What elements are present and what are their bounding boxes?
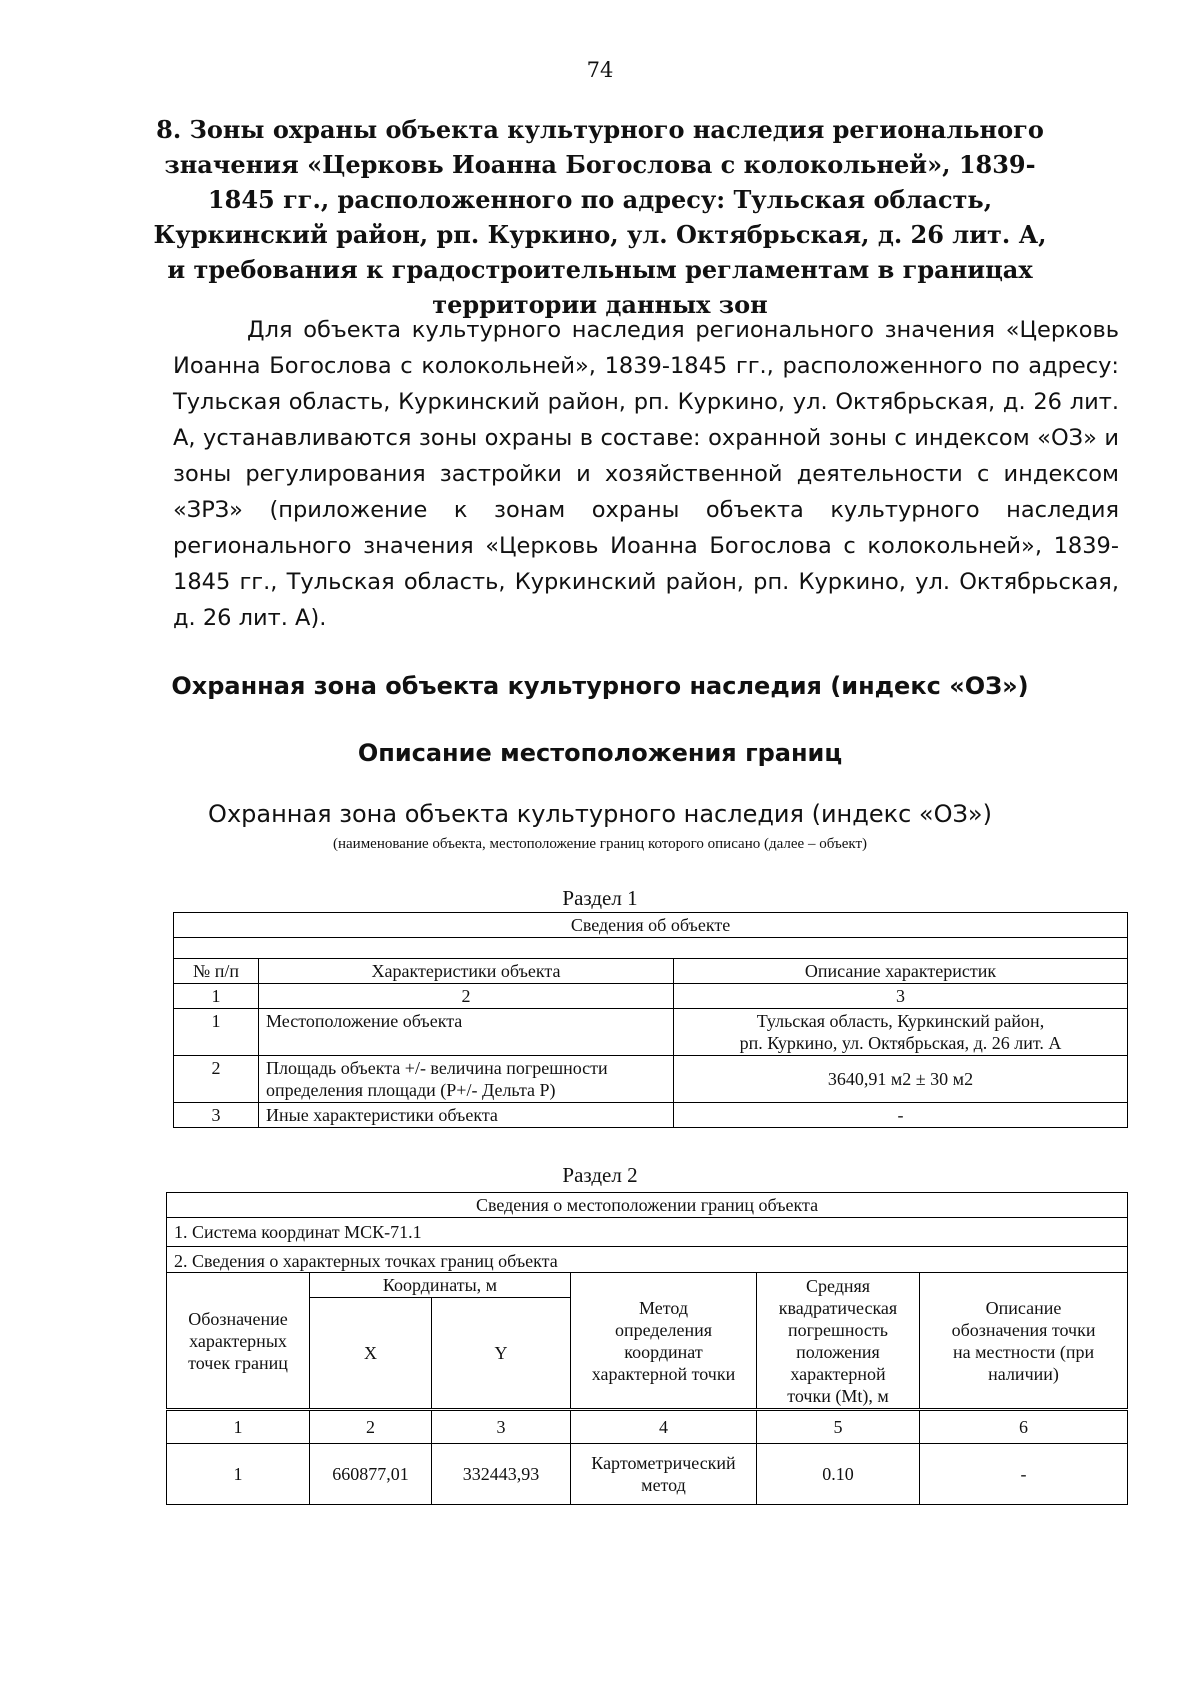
table-numbering-row xyxy=(167,1410,1128,1444)
boundary-points-table xyxy=(166,1192,1128,1505)
header-y: Y xyxy=(432,1298,571,1410)
object-info-table xyxy=(173,912,1128,1128)
row-characteristic: Иные характеристики объекта xyxy=(259,1103,674,1128)
object-name-note: (наименование объекта, местоположение границ которого описано (далее – объект) xyxy=(332,836,868,852)
points-title-row xyxy=(167,1247,1128,1273)
header-line: обозначения точки xyxy=(951,1319,1096,1340)
row-number: 2 xyxy=(174,1056,259,1103)
point-error: 0.10 xyxy=(757,1444,920,1505)
table-row xyxy=(174,1009,1128,1056)
characteristic-line: Площадь объекта +/- величина погрешности xyxy=(266,1058,608,1078)
boundary-description-subheading: Описание местоположения границ xyxy=(357,739,843,767)
header-line: Обозначение xyxy=(188,1308,288,1329)
point-id: 1 xyxy=(167,1444,310,1505)
header-line: на местности (при xyxy=(952,1341,1095,1362)
header-description: Описание характеристик xyxy=(674,959,1128,984)
numbering-cell: 1 xyxy=(167,1410,310,1444)
header-line: Средняя xyxy=(805,1275,871,1296)
points-title: 2. Сведения о характерных точках границ объекта xyxy=(167,1247,1128,1273)
point-method xyxy=(571,1444,757,1505)
table-numbering-row xyxy=(174,984,1128,1009)
header-line: определения xyxy=(614,1319,713,1340)
characteristic-line: определения площади (P+/- Дельта P) xyxy=(266,1080,556,1100)
table-row xyxy=(174,1103,1128,1128)
header-line: характерной xyxy=(790,1363,886,1384)
page-number: 74 xyxy=(586,58,614,82)
header-line: погрешность xyxy=(787,1319,888,1340)
section-heading: 8. Зоны охраны объекта культурного наследия регионального значения «Церковь Иоанна Богослова с колокольней», 1839-1845 гг., расположенного по адресу: Тульская область, Куркинский район, рп. Куркино, ул. Октябрьская, д. 26 лит. А, и требования к градостроительным регламентам в границах территории данных зон xyxy=(153,115,1047,319)
method-line: метод xyxy=(641,1475,686,1495)
header-x: X xyxy=(310,1298,432,1410)
header-line: точки (Mt), м xyxy=(787,1385,889,1406)
zone-subheading: Охранная зона объекта культурного наследия (индекс «ОЗ») xyxy=(171,672,1029,700)
header-error xyxy=(757,1273,920,1410)
header-line: характерных xyxy=(189,1330,287,1351)
header-line: положения xyxy=(796,1341,880,1362)
table-header-row xyxy=(174,959,1128,984)
header-method xyxy=(571,1273,757,1410)
numbering-cell: 4 xyxy=(571,1410,757,1444)
table-header-row xyxy=(167,1273,1128,1298)
table-title: Сведения об объекте xyxy=(174,913,1128,938)
value-line: Тульская область, Куркинский район, xyxy=(756,1011,1045,1031)
header-line: Описание xyxy=(985,1297,1062,1318)
coord-system: 1. Система координат МСК-71.1 xyxy=(167,1218,1128,1247)
point-description: - xyxy=(920,1444,1128,1505)
table-row xyxy=(174,1056,1128,1103)
row-value: 3640,91 м2 ± 30 м2 xyxy=(674,1056,1128,1103)
coord-system-row xyxy=(167,1218,1128,1247)
header-characteristic: Характеристики объекта xyxy=(259,959,674,984)
table-spacer xyxy=(174,938,1128,959)
numbering-cell: 5 xyxy=(757,1410,920,1444)
table-title-row xyxy=(167,1193,1128,1218)
header-point xyxy=(167,1273,310,1410)
header-line: Метод xyxy=(638,1297,689,1318)
table-title: Сведения о местоположении границ объекта xyxy=(167,1193,1128,1218)
numbering-cell: 1 xyxy=(174,984,259,1009)
header-line: точек границ xyxy=(188,1352,288,1373)
table-title-row xyxy=(174,913,1128,938)
header-line: характерной точки xyxy=(591,1363,736,1384)
table-spacer-row xyxy=(174,938,1128,959)
point-x: 660877,01 xyxy=(310,1444,432,1505)
value-line: рп. Куркино, ул. Октябрьская, д. 26 лит. А xyxy=(739,1033,1062,1053)
row-value: - xyxy=(674,1103,1128,1128)
header-number: № п/п xyxy=(174,959,259,984)
header-line: наличии) xyxy=(988,1363,1059,1384)
point-y: 332443,93 xyxy=(432,1444,571,1505)
numbering-cell: 2 xyxy=(259,984,674,1009)
section2-label: Раздел 2 xyxy=(562,1163,638,1187)
row-characteristic: Местоположение объекта xyxy=(259,1009,674,1056)
table-row xyxy=(167,1444,1128,1505)
header-point-description xyxy=(920,1273,1128,1410)
row-number: 1 xyxy=(174,1009,259,1056)
section1-label: Раздел 1 xyxy=(562,886,638,910)
numbering-cell: 3 xyxy=(674,984,1128,1009)
method-line: Картометрический xyxy=(591,1453,736,1473)
header-coords: Координаты, м xyxy=(310,1273,571,1298)
row-number: 3 xyxy=(174,1103,259,1128)
object-name: Охранная зона объекта культурного наследия (индекс «ОЗ») xyxy=(208,800,992,828)
numbering-cell: 3 xyxy=(432,1410,571,1444)
numbering-cell: 2 xyxy=(310,1410,432,1444)
numbering-cell: 6 xyxy=(920,1410,1128,1444)
row-characteristic xyxy=(259,1056,674,1103)
header-line: координат xyxy=(624,1341,703,1362)
header-line: квадратическая xyxy=(778,1297,898,1318)
row-value xyxy=(674,1009,1128,1056)
body-paragraph: Для объекта культурного наследия регионального значения «Церковь Иоанна Богослова с колокольней», 1839-1845 гг., расположенного по адресу: Тульская область, Куркинский район, рп. Куркино, ул. Октябрьская, д. 26 лит. А, устанавливаются зоны охраны в составе: охранной зоны с индексом «ОЗ» и зоны регулирования застройки и хозяйственной деятельности с индексом «ЗРЗ» (приложение к зонам охраны объекта культурного наследия регионального значения «Церковь Иоанна Богослова с колокольней», 1839-1845 гг., Тульская область, Куркинский район, рп. Куркино, ул. Октябрьская, д. 26 лит. А). xyxy=(173,317,1119,631)
